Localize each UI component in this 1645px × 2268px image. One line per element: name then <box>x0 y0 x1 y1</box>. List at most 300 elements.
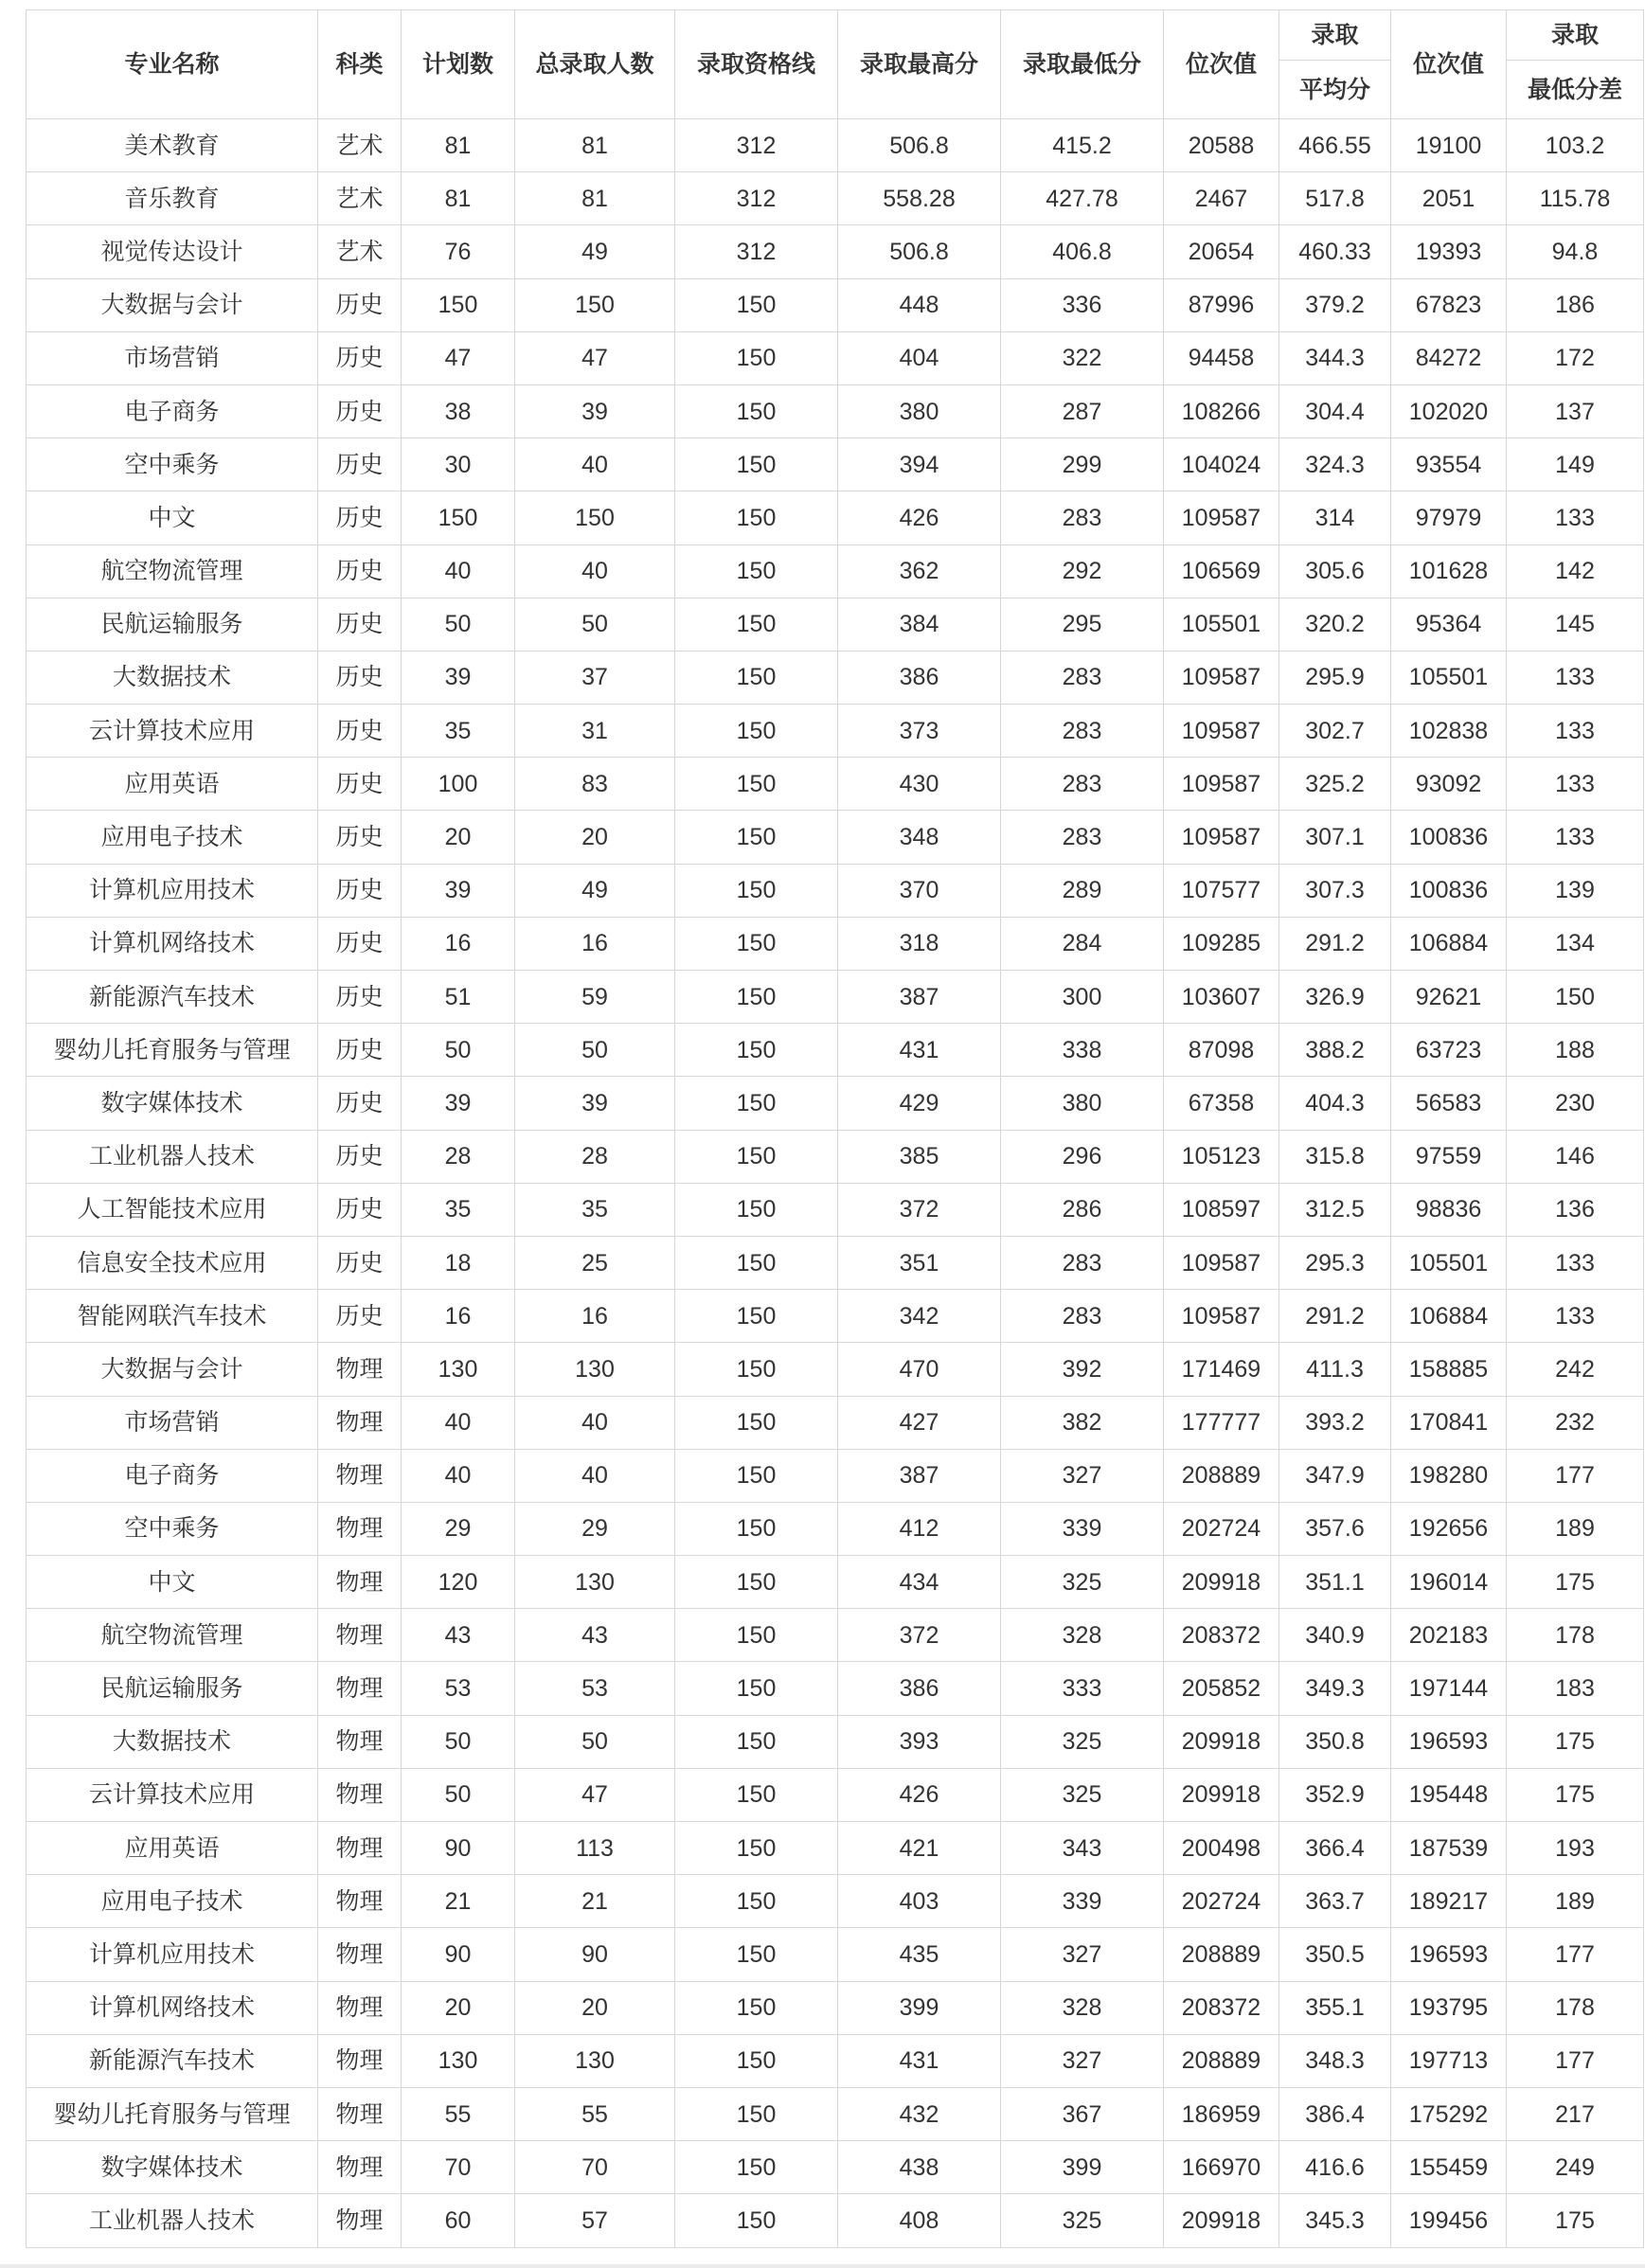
cell-total_admitted: 59 <box>515 971 675 1024</box>
cell-rank_value: 94458 <box>1164 331 1279 384</box>
cell-avg_score: 347.9 <box>1279 1449 1391 1502</box>
table-row <box>27 2194 1644 2247</box>
cell-min_score: 283 <box>1001 1236 1164 1289</box>
cell-total_admitted: 25 <box>515 1236 675 1289</box>
cell-plan_count: 50 <box>402 1715 515 1768</box>
cell-max_score: 404 <box>838 331 1001 384</box>
cell-major: 大数据与会计 <box>27 278 318 331</box>
cell-min_score_diff: 242 <box>1507 1343 1644 1396</box>
cell-major: 音乐教育 <box>27 172 318 225</box>
cell-min_score_diff: 189 <box>1507 1502 1644 1555</box>
cell-total_admitted: 49 <box>515 864 675 917</box>
table-row <box>27 172 1644 225</box>
cell-qualification_line: 150 <box>675 2194 838 2247</box>
col-header-min_score_diff-top: 录取 <box>1550 22 1599 48</box>
cell-max_score: 427 <box>838 1396 1001 1449</box>
cell-max_score: 384 <box>838 598 1001 651</box>
cell-qualification_line: 150 <box>675 705 838 758</box>
cell-category: 历史 <box>318 917 402 970</box>
cell-plan_count: 70 <box>402 2141 515 2194</box>
cell-avg_score: 348.3 <box>1279 2034 1391 2087</box>
cell-total_admitted: 40 <box>515 1396 675 1449</box>
table-row <box>27 705 1644 758</box>
cell-rank_value: 202724 <box>1164 1502 1279 1555</box>
cell-min_score: 336 <box>1001 278 1164 331</box>
cell-plan_count: 81 <box>402 119 515 172</box>
table-row <box>27 1609 1644 1662</box>
cell-major: 美术教育 <box>27 119 318 172</box>
cell-avg_rank_value: 84272 <box>1391 331 1507 384</box>
cell-max_score: 372 <box>838 1609 1001 1662</box>
col-header-min_score_diff <box>1507 10 1644 119</box>
cell-avg_score: 416.6 <box>1279 2141 1391 2194</box>
cell-avg_rank_value: 196014 <box>1391 1556 1507 1609</box>
cell-qualification_line: 150 <box>675 1662 838 1715</box>
cell-total_admitted: 47 <box>515 1768 675 1821</box>
cell-avg_score: 291.2 <box>1279 1290 1391 1343</box>
col-header-total_admitted: 总录取人数 <box>515 10 675 119</box>
cell-avg_rank_value: 56583 <box>1391 1077 1507 1130</box>
table-row <box>27 1024 1644 1077</box>
cell-avg_score: 314 <box>1279 491 1391 545</box>
cell-category: 历史 <box>318 758 402 811</box>
cell-avg_rank_value: 105501 <box>1391 1236 1507 1289</box>
cell-plan_count: 76 <box>402 225 515 278</box>
cell-total_admitted: 55 <box>515 2087 675 2140</box>
cell-category: 物理 <box>318 1981 402 2034</box>
cell-max_score: 430 <box>838 758 1001 811</box>
cell-plan_count: 47 <box>402 331 515 384</box>
table-row <box>27 1396 1644 1449</box>
cell-qualification_line: 150 <box>675 811 838 864</box>
cell-plan_count: 21 <box>402 1875 515 1928</box>
cell-min_score: 343 <box>1001 1822 1164 1875</box>
cell-rank_value: 109587 <box>1164 758 1279 811</box>
cell-rank_value: 87098 <box>1164 1024 1279 1077</box>
table-header <box>27 10 1644 119</box>
cell-qualification_line: 150 <box>675 1875 838 1928</box>
table-row <box>27 545 1644 598</box>
col-header-min_score: 录取最低分 <box>1001 10 1164 119</box>
table-row <box>27 2034 1644 2087</box>
cell-min_score_diff: 177 <box>1507 1928 1644 1981</box>
cell-avg_rank_value: 197713 <box>1391 2034 1507 2087</box>
cell-qualification_line: 150 <box>675 651 838 704</box>
table-row <box>27 1715 1644 1768</box>
cell-major: 新能源汽车技术 <box>27 971 318 1024</box>
cell-min_score: 325 <box>1001 2194 1164 2247</box>
cell-qualification_line: 150 <box>675 1449 838 1502</box>
cell-avg_rank_value: 170841 <box>1391 1396 1507 1449</box>
cell-category: 物理 <box>318 1609 402 1662</box>
cell-max_score: 373 <box>838 705 1001 758</box>
cell-major: 电子商务 <box>27 1449 318 1502</box>
table-row <box>27 225 1644 278</box>
cell-min_score_diff: 175 <box>1507 1715 1644 1768</box>
cell-min_score: 339 <box>1001 1875 1164 1928</box>
cell-rank_value: 67358 <box>1164 1077 1279 1130</box>
cell-category: 物理 <box>318 1662 402 1715</box>
cell-min_score: 327 <box>1001 1449 1164 1502</box>
cell-rank_value: 107577 <box>1164 864 1279 917</box>
cell-rank_value: 208889 <box>1164 1449 1279 1502</box>
cell-total_admitted: 28 <box>515 1130 675 1183</box>
cell-plan_count: 38 <box>402 384 515 438</box>
cell-avg_rank_value: 175292 <box>1391 2087 1507 2140</box>
cell-avg_score: 350.8 <box>1279 1715 1391 1768</box>
cell-avg_rank_value: 100836 <box>1391 811 1507 864</box>
table-row <box>27 1768 1644 1821</box>
cell-category: 历史 <box>318 545 402 598</box>
cell-total_admitted: 70 <box>515 2141 675 2194</box>
cell-category: 历史 <box>318 1130 402 1183</box>
cell-total_admitted: 81 <box>515 119 675 172</box>
cell-plan_count: 16 <box>402 1290 515 1343</box>
cell-min_score_diff: 178 <box>1507 1981 1644 2034</box>
cell-avg_rank_value: 98836 <box>1391 1183 1507 1236</box>
cell-max_score: 435 <box>838 1928 1001 1981</box>
cell-qualification_line: 150 <box>675 598 838 651</box>
cell-qualification_line: 150 <box>675 545 838 598</box>
cell-plan_count: 39 <box>402 651 515 704</box>
split-header <box>1507 10 1643 118</box>
cell-avg_score: 340.9 <box>1279 1609 1391 1662</box>
cell-total_admitted: 47 <box>515 331 675 384</box>
cell-major: 智能网联汽车技术 <box>27 1290 318 1343</box>
cell-total_admitted: 35 <box>515 1183 675 1236</box>
cell-qualification_line: 150 <box>675 1183 838 1236</box>
cell-avg_rank_value: 101628 <box>1391 545 1507 598</box>
cell-max_score: 448 <box>838 278 1001 331</box>
table-body <box>27 119 1644 2248</box>
cell-category: 历史 <box>318 971 402 1024</box>
cell-category: 历史 <box>318 811 402 864</box>
cell-category: 物理 <box>318 1343 402 1396</box>
col-header-avg_score-bottom: 平均分 <box>1279 60 1390 118</box>
cell-avg_rank_value: 97559 <box>1391 1130 1507 1183</box>
cell-category: 物理 <box>318 1715 402 1768</box>
cell-major: 人工智能技术应用 <box>27 1183 318 1236</box>
cell-category: 历史 <box>318 1077 402 1130</box>
cell-major: 信息安全技术应用 <box>27 1236 318 1289</box>
cell-max_score: 385 <box>838 1130 1001 1183</box>
cell-plan_count: 55 <box>402 2087 515 2140</box>
cell-rank_value: 202724 <box>1164 1875 1279 1928</box>
cell-min_score_diff: 189 <box>1507 1875 1644 1928</box>
cell-plan_count: 50 <box>402 1768 515 1821</box>
cell-total_admitted: 31 <box>515 705 675 758</box>
cell-plan_count: 50 <box>402 598 515 651</box>
cell-max_score: 380 <box>838 384 1001 438</box>
cell-total_admitted: 83 <box>515 758 675 811</box>
cell-qualification_line: 312 <box>675 225 838 278</box>
cell-min_score: 333 <box>1001 1662 1164 1715</box>
cell-qualification_line: 150 <box>675 1024 838 1077</box>
cell-rank_value: 109285 <box>1164 917 1279 970</box>
cell-avg_score: 517.8 <box>1279 172 1391 225</box>
table-row <box>27 917 1644 970</box>
cell-total_admitted: 53 <box>515 1662 675 1715</box>
table-row <box>27 491 1644 545</box>
header-row <box>27 10 1644 119</box>
cell-rank_value: 105123 <box>1164 1130 1279 1183</box>
cell-min_score_diff: 115.78 <box>1507 172 1644 225</box>
cell-qualification_line: 150 <box>675 917 838 970</box>
cell-plan_count: 16 <box>402 917 515 970</box>
cell-rank_value: 209918 <box>1164 1556 1279 1609</box>
cell-avg_score: 291.2 <box>1279 917 1391 970</box>
cell-major: 空中乘务 <box>27 1502 318 1555</box>
admission-score-table <box>26 9 1644 2248</box>
cell-max_score: 387 <box>838 971 1001 1024</box>
cell-qualification_line: 150 <box>675 1981 838 2034</box>
cell-min_score: 325 <box>1001 1715 1164 1768</box>
cell-avg_rank_value: 198280 <box>1391 1449 1507 1502</box>
cell-max_score: 426 <box>838 491 1001 545</box>
cell-plan_count: 20 <box>402 1981 515 2034</box>
cell-major: 计算机应用技术 <box>27 864 318 917</box>
cell-rank_value: 20588 <box>1164 119 1279 172</box>
cell-avg_rank_value: 155459 <box>1391 2141 1507 2194</box>
cell-total_admitted: 150 <box>515 278 675 331</box>
col-header-min_score_diff-bottom: 最低分差 <box>1507 60 1643 118</box>
cell-min_score: 392 <box>1001 1343 1164 1396</box>
cell-rank_value: 205852 <box>1164 1662 1279 1715</box>
cell-min_score_diff: 177 <box>1507 1449 1644 1502</box>
cell-qualification_line: 150 <box>675 278 838 331</box>
cell-rank_value: 109587 <box>1164 491 1279 545</box>
cell-min_score_diff: 133 <box>1507 1236 1644 1289</box>
cell-category: 艺术 <box>318 225 402 278</box>
cell-major: 应用电子技术 <box>27 811 318 864</box>
cell-rank_value: 177777 <box>1164 1396 1279 1449</box>
cell-avg_rank_value: 102020 <box>1391 384 1507 438</box>
cell-max_score: 558.28 <box>838 172 1001 225</box>
cell-avg_rank_value: 187539 <box>1391 1822 1507 1875</box>
cell-major: 大数据技术 <box>27 651 318 704</box>
table-row <box>27 1290 1644 1343</box>
cell-major: 云计算技术应用 <box>27 705 318 758</box>
cell-min_score: 283 <box>1001 811 1164 864</box>
cell-category: 历史 <box>318 1290 402 1343</box>
cell-total_admitted: 40 <box>515 1449 675 1502</box>
cell-total_admitted: 50 <box>515 598 675 651</box>
cell-avg_rank_value: 19100 <box>1391 119 1507 172</box>
cell-major: 数字媒体技术 <box>27 1077 318 1130</box>
col-header-avg_rank_value: 位次值 <box>1391 10 1507 119</box>
cell-min_score_diff: 133 <box>1507 705 1644 758</box>
cell-category: 物理 <box>318 1822 402 1875</box>
cell-avg_rank_value: 100836 <box>1391 864 1507 917</box>
cell-rank_value: 103607 <box>1164 971 1279 1024</box>
cell-qualification_line: 312 <box>675 119 838 172</box>
cell-qualification_line: 150 <box>675 1928 838 1981</box>
cell-rank_value: 208372 <box>1164 1981 1279 2034</box>
cell-avg_score: 355.1 <box>1279 1981 1391 2034</box>
cell-avg_rank_value: 196593 <box>1391 1715 1507 1768</box>
cell-major: 工业机器人技术 <box>27 1130 318 1183</box>
cell-plan_count: 39 <box>402 1077 515 1130</box>
cell-major: 计算机网络技术 <box>27 1981 318 2034</box>
cell-min_score_diff: 149 <box>1507 438 1644 491</box>
cell-min_score_diff: 134 <box>1507 917 1644 970</box>
cell-category: 历史 <box>318 1024 402 1077</box>
cell-total_admitted: 43 <box>515 1609 675 1662</box>
cell-major: 婴幼儿托育服务与管理 <box>27 2087 318 2140</box>
cell-plan_count: 130 <box>402 2034 515 2087</box>
cell-avg_score: 304.4 <box>1279 384 1391 438</box>
cell-plan_count: 30 <box>402 438 515 491</box>
cell-max_score: 506.8 <box>838 119 1001 172</box>
cell-min_score: 339 <box>1001 1502 1164 1555</box>
cell-min_score_diff: 142 <box>1507 545 1644 598</box>
cell-category: 历史 <box>318 598 402 651</box>
cell-max_score: 318 <box>838 917 1001 970</box>
cell-total_admitted: 29 <box>515 1502 675 1555</box>
cell-avg_score: 386.4 <box>1279 2087 1391 2140</box>
cell-total_admitted: 90 <box>515 1928 675 1981</box>
cell-rank_value: 105501 <box>1164 598 1279 651</box>
cell-max_score: 370 <box>838 864 1001 917</box>
cell-min_score_diff: 193 <box>1507 1822 1644 1875</box>
cell-plan_count: 20 <box>402 811 515 864</box>
cell-rank_value: 109587 <box>1164 1290 1279 1343</box>
table-row <box>27 598 1644 651</box>
table-row <box>27 1502 1644 1555</box>
cell-total_admitted: 20 <box>515 811 675 864</box>
cell-avg_score: 349.3 <box>1279 1662 1391 1715</box>
cell-min_score: 325 <box>1001 1556 1164 1609</box>
cell-qualification_line: 150 <box>675 1236 838 1289</box>
cell-total_admitted: 130 <box>515 1343 675 1396</box>
cell-total_admitted: 81 <box>515 172 675 225</box>
cell-major: 数字媒体技术 <box>27 2141 318 2194</box>
cell-total_admitted: 130 <box>515 1556 675 1609</box>
cell-category: 历史 <box>318 438 402 491</box>
cell-total_admitted: 40 <box>515 545 675 598</box>
cell-avg_score: 295.3 <box>1279 1236 1391 1289</box>
cell-major: 大数据与会计 <box>27 1343 318 1396</box>
cell-total_admitted: 16 <box>515 1290 675 1343</box>
cell-min_score: 296 <box>1001 1130 1164 1183</box>
table-row <box>27 438 1644 491</box>
cell-avg_score: 307.1 <box>1279 811 1391 864</box>
cell-avg_score: 320.2 <box>1279 598 1391 651</box>
cell-qualification_line: 150 <box>675 1077 838 1130</box>
cell-rank_value: 171469 <box>1164 1343 1279 1396</box>
cell-min_score: 380 <box>1001 1077 1164 1130</box>
cell-major: 市场营销 <box>27 331 318 384</box>
cell-avg_score: 404.3 <box>1279 1077 1391 1130</box>
cell-category: 历史 <box>318 384 402 438</box>
table-row <box>27 278 1644 331</box>
cell-avg_rank_value: 2051 <box>1391 172 1507 225</box>
table-row <box>27 1928 1644 1981</box>
col-header-major: 专业名称 <box>27 10 318 119</box>
table-row <box>27 1556 1644 1609</box>
cell-max_score: 408 <box>838 2194 1001 2247</box>
cell-min_score: 367 <box>1001 2087 1164 2140</box>
cell-category: 艺术 <box>318 172 402 225</box>
cell-category: 历史 <box>318 651 402 704</box>
cell-min_score_diff: 133 <box>1507 491 1644 545</box>
cell-rank_value: 109587 <box>1164 1236 1279 1289</box>
cell-avg_rank_value: 97979 <box>1391 491 1507 545</box>
cell-min_score: 406.8 <box>1001 225 1164 278</box>
cell-plan_count: 28 <box>402 1130 515 1183</box>
cell-min_score: 427.78 <box>1001 172 1164 225</box>
cell-category: 物理 <box>318 2087 402 2140</box>
cell-qualification_line: 150 <box>675 2087 838 2140</box>
cell-min_score_diff: 133 <box>1507 1290 1644 1343</box>
cell-min_score_diff: 217 <box>1507 2087 1644 2140</box>
cell-category: 历史 <box>318 705 402 758</box>
col-header-max_score: 录取最高分 <box>838 10 1001 119</box>
cell-total_admitted: 130 <box>515 2034 675 2087</box>
cell-avg_score: 466.55 <box>1279 119 1391 172</box>
cell-major: 市场营销 <box>27 1396 318 1449</box>
cell-plan_count: 90 <box>402 1822 515 1875</box>
cell-total_admitted: 20 <box>515 1981 675 2034</box>
cell-avg_score: 411.3 <box>1279 1343 1391 1396</box>
cell-rank_value: 208889 <box>1164 1928 1279 1981</box>
cell-plan_count: 120 <box>402 1556 515 1609</box>
table-row <box>27 1875 1644 1928</box>
cell-min_score: 328 <box>1001 1981 1164 2034</box>
cell-major: 大数据技术 <box>27 1715 318 1768</box>
cell-avg_rank_value: 192656 <box>1391 1502 1507 1555</box>
cell-rank_value: 186959 <box>1164 2087 1279 2140</box>
page-bottom-edge <box>0 2264 1645 2268</box>
cell-max_score: 426 <box>838 1768 1001 1821</box>
cell-plan_count: 51 <box>402 971 515 1024</box>
col-header-plan_count: 计划数 <box>402 10 515 119</box>
cell-min_score: 283 <box>1001 491 1164 545</box>
cell-avg_rank_value: 19393 <box>1391 225 1507 278</box>
cell-avg_score: 315.8 <box>1279 1130 1391 1183</box>
cell-max_score: 372 <box>838 1183 1001 1236</box>
cell-min_score_diff: 139 <box>1507 864 1644 917</box>
table-row <box>27 2141 1644 2194</box>
cell-max_score: 506.8 <box>838 225 1001 278</box>
cell-avg_rank_value: 199456 <box>1391 2194 1507 2247</box>
cell-category: 历史 <box>318 331 402 384</box>
cell-qualification_line: 150 <box>675 2141 838 2194</box>
cell-avg_rank_value: 189217 <box>1391 1875 1507 1928</box>
cell-min_score: 283 <box>1001 705 1164 758</box>
cell-avg_score: 345.3 <box>1279 2194 1391 2247</box>
cell-avg_score: 363.7 <box>1279 1875 1391 1928</box>
table-row <box>27 1662 1644 1715</box>
cell-max_score: 348 <box>838 811 1001 864</box>
cell-min_score: 284 <box>1001 917 1164 970</box>
cell-total_admitted: 50 <box>515 1024 675 1077</box>
cell-avg_score: 295.9 <box>1279 651 1391 704</box>
cell-avg_score: 379.2 <box>1279 278 1391 331</box>
cell-min_score_diff: 230 <box>1507 1077 1644 1130</box>
cell-avg_score: 305.6 <box>1279 545 1391 598</box>
table-row <box>27 1822 1644 1875</box>
table-row <box>27 119 1644 172</box>
cell-rank_value: 200498 <box>1164 1822 1279 1875</box>
cell-max_score: 438 <box>838 2141 1001 2194</box>
cell-min_score: 295 <box>1001 598 1164 651</box>
cell-total_admitted: 39 <box>515 384 675 438</box>
cell-min_score: 328 <box>1001 1609 1164 1662</box>
cell-qualification_line: 150 <box>675 438 838 491</box>
col-header-category: 科类 <box>318 10 402 119</box>
table-page <box>26 9 1644 2248</box>
